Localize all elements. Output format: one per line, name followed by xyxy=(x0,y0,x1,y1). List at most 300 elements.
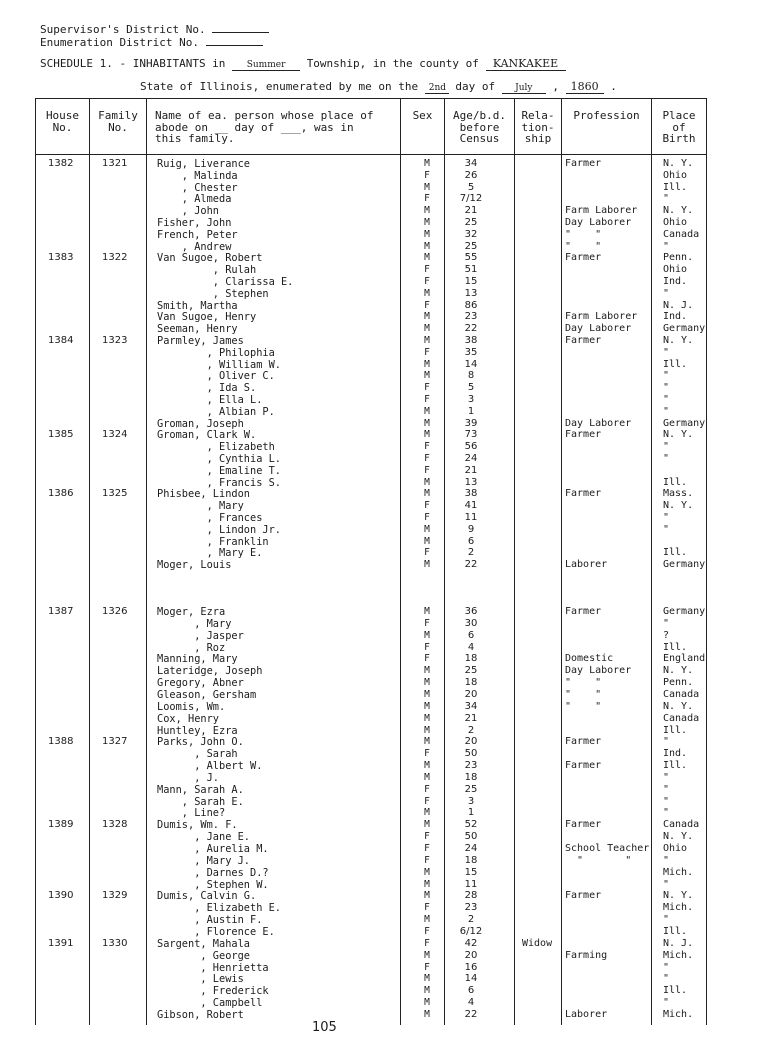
cell-sex: F xyxy=(424,961,430,973)
cell-birth: " xyxy=(663,854,670,866)
table-row xyxy=(0,997,760,1009)
cell-age: 6/12 xyxy=(459,925,483,937)
cell-name: , Sarah E. xyxy=(157,795,244,808)
table-row xyxy=(0,465,760,477)
cell-sex: F xyxy=(424,641,430,653)
cell-name: , Cynthia L. xyxy=(157,453,281,465)
cell-name: Smith, Martha xyxy=(157,299,238,312)
table-row xyxy=(0,370,760,382)
cell-name: , Henrietta xyxy=(157,961,269,974)
cell-birth: Mich. xyxy=(663,866,694,878)
cell-age: 15 xyxy=(464,866,478,878)
state-label: State of Illinois, enumerated by me on the xyxy=(140,80,419,93)
cell-age: 23 xyxy=(464,311,478,323)
table-row xyxy=(0,229,760,241)
cell-age: 50 xyxy=(464,831,478,843)
table-row xyxy=(0,288,760,300)
cell-sex: M xyxy=(424,866,430,878)
table-row xyxy=(0,725,760,737)
table-row xyxy=(0,713,760,725)
period-sep: . xyxy=(610,80,617,93)
cell-birth: Canada xyxy=(663,712,700,724)
cell-prof: Laborer xyxy=(565,1008,608,1020)
cell-name: , Line? xyxy=(157,807,226,820)
cell-name: , Oliver C. xyxy=(157,370,275,383)
table-row xyxy=(0,926,760,938)
enumeration-district-label: Enumeration District No. xyxy=(40,36,199,49)
cell-sex: M xyxy=(424,973,430,985)
cell-sex: M xyxy=(424,878,430,890)
col-header-sex xyxy=(401,110,444,122)
col-header-house-text: House No. xyxy=(45,109,80,134)
cell-age: 25 xyxy=(464,217,478,228)
cell-age: 20 xyxy=(464,949,478,961)
table-row xyxy=(0,441,760,453)
table-row xyxy=(0,914,760,926)
cell-prof: Farmer xyxy=(565,252,602,264)
cell-prof: Farmer xyxy=(565,606,602,617)
cell-age: 41 xyxy=(464,500,478,512)
state-line xyxy=(140,80,617,94)
cell-sex: M xyxy=(424,429,430,441)
cell-age: 24 xyxy=(464,453,478,464)
cell-age: 22 xyxy=(464,1008,478,1020)
table-row xyxy=(0,311,760,323)
cell-age: 13 xyxy=(464,287,478,299)
cell-name: , Andrew xyxy=(157,240,232,253)
cell-prof: Farmer xyxy=(565,760,602,772)
cell-age: 52 xyxy=(464,819,478,831)
table-row xyxy=(0,394,760,406)
cell-birth: " xyxy=(663,961,670,973)
page-number: 105 xyxy=(312,1020,337,1035)
table-row xyxy=(0,512,760,524)
table-row xyxy=(0,536,760,548)
cell-name: Groman, Joseph xyxy=(157,417,244,430)
cell-sex: M xyxy=(424,405,430,417)
cell-age: 55 xyxy=(464,252,478,264)
table-row xyxy=(0,962,760,974)
cell-birth: " xyxy=(663,771,670,783)
cell-age: 8 xyxy=(467,370,475,382)
cell-name: , Lindon Jr. xyxy=(157,523,281,536)
table-row xyxy=(0,193,760,205)
cell-name: , Roz xyxy=(157,641,226,654)
table-row xyxy=(0,985,760,997)
cell-prof: Domestic xyxy=(565,653,614,665)
table-row xyxy=(0,429,760,441)
cell-prof: " " xyxy=(565,677,602,689)
cell-prof: Farm Laborer xyxy=(565,205,638,217)
table-row xyxy=(0,665,760,677)
cell-birth: Ill. xyxy=(663,724,688,736)
cell-birth: Ind. xyxy=(663,311,688,323)
cell-sex: M xyxy=(424,712,430,724)
col-header-name-text: Name of ea. person whose place of abode on __ day of ___, was in this family. xyxy=(155,109,374,146)
cell-family: 1325 xyxy=(102,488,128,500)
cell-prof: Farming xyxy=(565,949,608,961)
cell-age: 11 xyxy=(464,878,478,890)
cell-name: , Lewis xyxy=(157,973,244,986)
table-row xyxy=(0,382,760,394)
cell-prof: Day Laborer xyxy=(565,665,632,677)
table-row xyxy=(0,524,760,536)
table-row xyxy=(0,938,760,950)
cell-birth: Canada xyxy=(663,819,700,831)
cell-age: 50 xyxy=(464,748,478,760)
cell-sex: F xyxy=(424,464,430,476)
cell-family: 1321 xyxy=(102,158,128,169)
table-row xyxy=(0,252,760,264)
cell-family: 1328 xyxy=(102,819,128,831)
cell-birth: Germany xyxy=(663,323,706,335)
cell-name: Parmley, James xyxy=(157,335,244,347)
cell-name: , Malinda xyxy=(157,169,238,182)
cell-name: , Mary xyxy=(157,500,244,513)
cell-age: 23 xyxy=(464,902,478,914)
col-header-birth-text: Place of Birth xyxy=(662,109,696,146)
cell-prof: Farmer xyxy=(565,488,602,500)
cell-birth: " xyxy=(663,783,670,795)
cell-birth: Mass. xyxy=(663,488,694,500)
cell-sex: M xyxy=(424,819,430,831)
cell-name: Gleason, Gersham xyxy=(157,688,257,701)
table-row xyxy=(0,653,760,665)
cell-name: , Aurelia M. xyxy=(157,843,269,855)
cell-name: , Albert W. xyxy=(157,760,263,773)
table-row xyxy=(0,736,760,748)
table-row xyxy=(0,950,760,962)
cell-prof: " " xyxy=(565,688,602,700)
cell-name: Moger, Louis xyxy=(157,559,232,572)
table-row xyxy=(0,843,760,855)
cell-name: Fisher, John xyxy=(157,217,232,229)
cell-prof: Farmer xyxy=(565,890,602,902)
cell-sex: M xyxy=(424,205,430,217)
cell-age: 42 xyxy=(464,937,478,949)
cell-sex: M xyxy=(424,890,430,902)
township-label: Township, in the county of xyxy=(306,57,479,70)
cell-sex: F xyxy=(424,193,430,205)
cell-house: 1385 xyxy=(48,429,74,441)
cell-birth: " xyxy=(663,370,670,382)
cell-birth: Ill. xyxy=(663,641,688,653)
cell-sex: M xyxy=(424,488,430,500)
cell-sex: F xyxy=(424,653,430,665)
cell-name: , Sarah xyxy=(157,748,238,761)
cell-sex: F xyxy=(424,441,430,453)
table-row xyxy=(0,902,760,914)
table-row xyxy=(0,477,760,489)
cell-sex: M xyxy=(424,323,430,335)
cell-name: , Elizabeth xyxy=(157,441,275,454)
cell-name: Lateridge, Joseph xyxy=(157,665,263,678)
table-row xyxy=(0,831,760,843)
table-row xyxy=(0,701,760,713)
cell-birth: " xyxy=(663,878,670,890)
cell-age: 4 xyxy=(467,641,475,653)
cell-sex: M xyxy=(424,240,430,252)
cell-sex: F xyxy=(424,453,430,464)
cell-sex: F xyxy=(424,264,430,276)
cell-sex: M xyxy=(424,335,430,346)
cell-sex: M xyxy=(424,606,430,617)
cell-birth: Canada xyxy=(663,228,700,240)
table-row xyxy=(0,347,760,359)
cell-age: 4 xyxy=(467,997,475,1009)
cell-name: , Frances xyxy=(157,512,263,524)
cell-birth: Penn. xyxy=(663,252,694,264)
table-row xyxy=(0,855,760,867)
day-of-label: day of xyxy=(455,80,496,93)
cell-age: 21 xyxy=(464,712,478,724)
cell-sex: M xyxy=(424,559,430,571)
cell-age: 6 xyxy=(467,629,475,641)
cell-prof: Farm Laborer xyxy=(565,311,638,323)
cell-sex: F xyxy=(424,169,430,181)
cell-name: , Clarissa E. xyxy=(157,276,294,288)
cell-name: Moger, Ezra xyxy=(157,606,226,618)
cell-sex: F xyxy=(424,748,430,760)
cell-birth: Canada xyxy=(663,688,700,700)
cell-sex: M xyxy=(424,914,430,926)
cell-age: 3 xyxy=(467,795,475,807)
table-header-divider xyxy=(35,154,707,155)
cell-house: 1382 xyxy=(48,158,74,169)
table-row xyxy=(0,630,760,642)
cell-family: 1323 xyxy=(102,335,128,346)
cell-birth: " xyxy=(663,997,670,1009)
cell-age: 2 xyxy=(467,914,475,926)
table-row xyxy=(0,772,760,784)
cell-name: , Almeda xyxy=(157,193,232,206)
cell-birth: Ohio xyxy=(663,843,688,854)
cell-age: 35 xyxy=(464,346,478,358)
cell-house: 1387 xyxy=(48,606,74,617)
cell-age: 21 xyxy=(464,205,478,217)
cell-name: Van Sugoe, Robert xyxy=(157,252,263,265)
cell-birth: Mich. xyxy=(663,949,694,961)
cell-birth: " xyxy=(663,795,670,807)
cell-family: 1329 xyxy=(102,890,128,902)
cell-name: Groman, Clark W. xyxy=(157,429,257,442)
cell-family: 1330 xyxy=(102,937,128,949)
county-value: KANKAKEE xyxy=(486,57,566,71)
table-row xyxy=(0,689,760,701)
col-header-relationship xyxy=(515,110,561,145)
col-header-age xyxy=(445,110,514,145)
cell-birth: " xyxy=(663,523,670,535)
cell-sex: M xyxy=(424,985,430,997)
table-row xyxy=(0,359,760,371)
cell-age: 23 xyxy=(464,760,478,772)
cell-name: Phisbee, Lindon xyxy=(157,488,250,501)
table-row xyxy=(0,170,760,182)
cell-sex: M xyxy=(424,688,430,700)
cell-age: 24 xyxy=(464,843,478,854)
cell-name: , William W. xyxy=(157,358,281,371)
cell-sex: M xyxy=(424,677,430,689)
cell-age: 51 xyxy=(464,264,478,276)
cell-birth: " xyxy=(663,193,670,205)
cell-sex: F xyxy=(424,394,430,405)
cell-name: , Darnes D.? xyxy=(157,866,269,879)
cell-family: 1324 xyxy=(102,429,128,441)
cell-name: , Austin F. xyxy=(157,914,263,927)
cell-name: , Francis S. xyxy=(157,476,281,489)
cell-sex: M xyxy=(424,181,430,193)
table-row xyxy=(0,760,760,772)
cell-age: 15 xyxy=(464,276,478,287)
cell-age: 3 xyxy=(467,394,475,405)
cell-sex: M xyxy=(424,1008,430,1020)
cell-birth: England xyxy=(663,653,706,665)
cell-age: 1 xyxy=(467,807,475,819)
cell-name: , George xyxy=(157,949,250,962)
cell-birth: Ill. xyxy=(663,985,688,997)
cell-age: 34 xyxy=(464,158,478,169)
cell-birth: N. Y. xyxy=(663,205,694,217)
cell-name: , Campbell xyxy=(157,997,263,1010)
cell-name: , Stephen W. xyxy=(157,878,269,891)
cell-age: 22 xyxy=(464,559,478,571)
cell-age: 6 xyxy=(467,985,475,997)
table-row xyxy=(0,618,760,630)
cell-birth: N. Y. xyxy=(663,890,694,902)
cell-name: , Emaline T. xyxy=(157,464,281,477)
cell-sex: F xyxy=(424,547,430,559)
cell-age: 34 xyxy=(464,700,478,712)
cell-age: 11 xyxy=(464,512,478,523)
cell-age: 22 xyxy=(464,323,478,335)
cell-birth: " xyxy=(663,441,670,453)
cell-birth: N. J. xyxy=(663,937,694,949)
cell-sex: F xyxy=(424,795,430,807)
cell-name: Dumis, Wm. F. xyxy=(157,819,238,832)
table-row xyxy=(0,158,760,170)
cell-house: 1389 xyxy=(48,819,74,831)
col-header-family-text: Family No. xyxy=(98,109,138,134)
cell-birth: N. Y. xyxy=(663,429,694,441)
table-top-border xyxy=(35,98,707,99)
cell-sex: M xyxy=(424,771,430,783)
cell-sex: M xyxy=(424,417,430,429)
cell-age: 7/12 xyxy=(459,193,483,205)
supervisor-district-line xyxy=(40,22,269,36)
cell-birth: " xyxy=(663,512,670,523)
cell-house: 1383 xyxy=(48,252,74,264)
cell-sex: M xyxy=(424,228,430,240)
cell-name: , Jasper xyxy=(157,629,244,642)
cell-age: 13 xyxy=(464,476,478,488)
cell-birth: " xyxy=(663,453,670,464)
cell-birth: Ill. xyxy=(663,358,688,370)
cell-sex: M xyxy=(424,311,430,323)
cell-birth: N. Y. xyxy=(663,335,694,346)
cell-birth: " xyxy=(663,617,670,629)
cell-age: 18 xyxy=(464,677,478,689)
cell-birth: Ohio xyxy=(663,264,688,276)
col-header-name xyxy=(155,110,399,145)
cell-name: , Mary xyxy=(157,617,232,630)
cell-sex: M xyxy=(424,535,430,547)
cell-age: 25 xyxy=(464,240,478,252)
cell-age: 20 xyxy=(464,736,478,748)
cell-birth: " xyxy=(663,914,670,926)
table-row xyxy=(0,264,760,276)
cell-family: 1322 xyxy=(102,252,128,264)
cell-name: Gregory, Abner xyxy=(157,677,244,690)
cell-family: 1327 xyxy=(102,736,128,748)
cell-birth: Germany xyxy=(663,417,706,429)
cell-birth: Mich. xyxy=(663,902,694,914)
col-header-age-text: Age/b.d. before Census xyxy=(453,109,506,146)
cell-sex: F xyxy=(424,854,430,866)
cell-age: 18 xyxy=(464,771,478,783)
table-row xyxy=(0,488,760,500)
cell-name: , Elizabeth E. xyxy=(157,902,281,915)
table-row xyxy=(0,819,760,831)
cell-sex: F xyxy=(424,346,430,358)
cell-prof: Day Laborer xyxy=(565,417,632,429)
cell-birth: Ill. xyxy=(663,925,688,937)
cell-birth: " xyxy=(663,287,670,299)
cell-name: French, Peter xyxy=(157,228,238,241)
cell-birth: Penn. xyxy=(663,677,694,689)
col-header-sex-text: Sex xyxy=(412,109,433,122)
cell-age: 1 xyxy=(467,405,475,417)
cell-name: Mann, Sarah A. xyxy=(157,783,244,796)
cell-prof: " " xyxy=(565,228,602,240)
cell-age: 36 xyxy=(464,606,478,617)
cell-birth: N. Y. xyxy=(663,158,694,169)
cell-family: 1326 xyxy=(102,606,128,617)
table-row xyxy=(0,867,760,879)
cell-sex: F xyxy=(424,831,430,843)
table-row xyxy=(0,406,760,418)
enumeration-district-line xyxy=(40,35,263,49)
cell-name: , Florence E. xyxy=(157,925,275,938)
cell-house: 1384 xyxy=(48,335,74,346)
cell-rel: Widow xyxy=(522,937,553,949)
cell-prof: Laborer xyxy=(565,559,608,571)
table-row xyxy=(0,1009,760,1021)
table-row xyxy=(0,677,760,689)
cell-age: 2 xyxy=(467,724,475,736)
cell-name: , Albian P. xyxy=(157,405,275,418)
cell-sex: M xyxy=(424,158,430,169)
cell-sex: M xyxy=(424,665,430,677)
cell-age: 28 xyxy=(464,890,478,902)
cell-name: Van Sugoe, Henry xyxy=(157,311,257,324)
cell-sex: F xyxy=(424,925,430,937)
cell-sex: M xyxy=(424,724,430,736)
table-row xyxy=(0,748,760,760)
cell-name: , Stephen xyxy=(157,287,269,300)
cell-sex: M xyxy=(424,358,430,370)
cell-sex: M xyxy=(424,476,430,488)
cell-name: , Jane E. xyxy=(157,831,250,844)
schedule-label: SCHEDULE 1. - INHABITANTS in xyxy=(40,57,226,70)
cell-name: Manning, Mary xyxy=(157,653,238,666)
cell-name: , Mary E. xyxy=(157,547,263,560)
cell-age: 5 xyxy=(467,382,475,394)
cell-sex: M xyxy=(424,370,430,382)
table-row xyxy=(0,323,760,335)
cell-name: Loomis, Wm. xyxy=(157,700,226,713)
cell-age: 86 xyxy=(464,299,478,311)
cell-sex: M xyxy=(424,949,430,961)
